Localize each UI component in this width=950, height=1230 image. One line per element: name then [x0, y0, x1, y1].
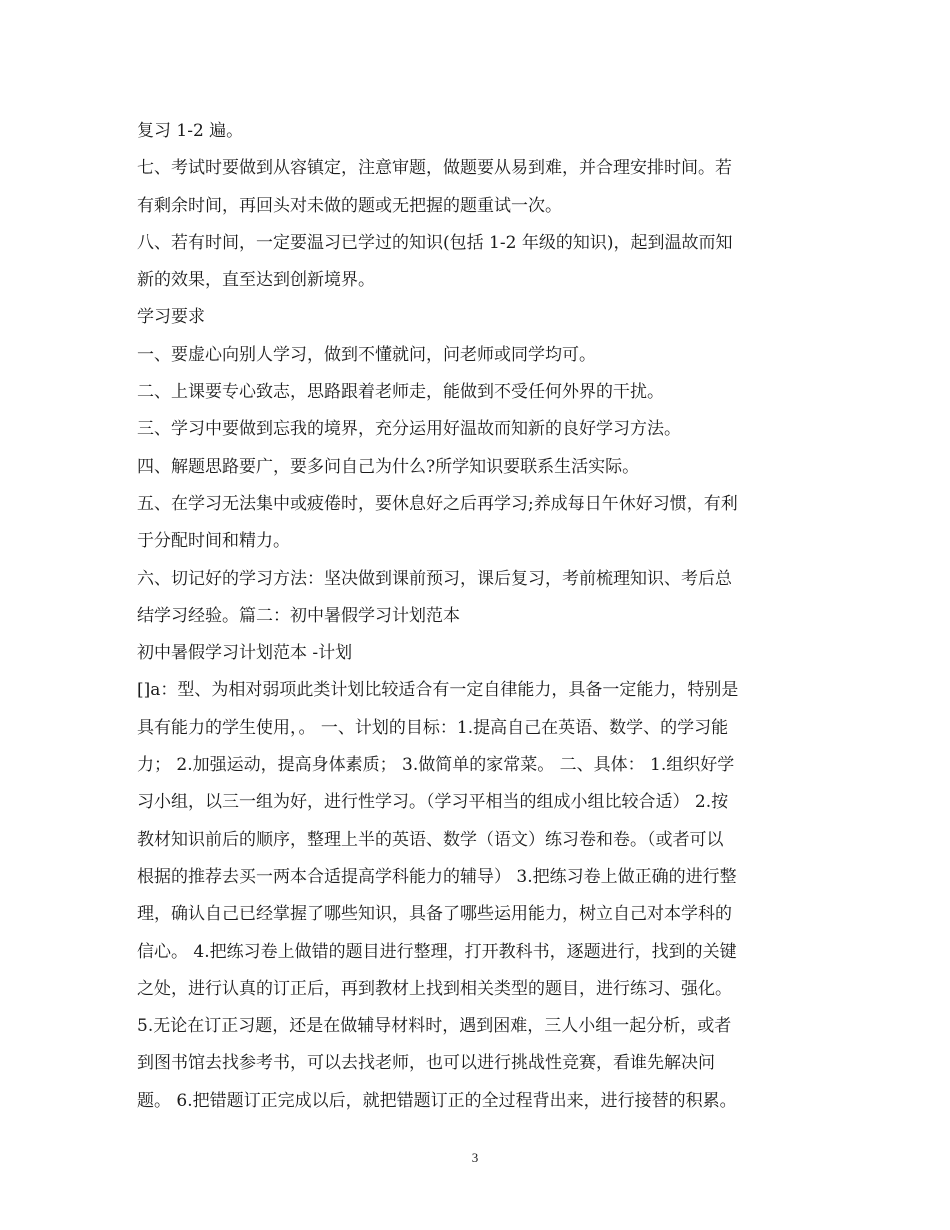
text-line: []a：型、为相对弱项此类计划比较适合有一定自律能力，具备一定能力，特别是: [137, 680, 739, 701]
text-line: 理，确认自己已经掌握了哪些知识，具备了哪些运用能力，树立自己对本学科的: [137, 904, 732, 925]
body-text: [137, 113, 817, 1120]
text-line: 于分配时间和精力。: [137, 531, 290, 552]
text-line: 八、若有时间，一定要温习已学过的知识(包括 1-2 年级的知识)，起到温故而知: [137, 232, 733, 253]
text-line: 信心。 4.把练习卷上做错的题目进行整理，打开教科书，逐题进行，找到的关键: [137, 941, 737, 962]
text-line: 四、解题思路要广，要多问自己为什么?所学知识要联系生活实际。: [137, 456, 640, 477]
text-line: 有剩余时间，再回头对未做的题或无把握的题重试一次。: [137, 195, 562, 216]
text-line: 五、在学习无法集中或疲倦时，要休息好之后再学习;养成每日午休好习惯，有利: [137, 493, 738, 514]
text-line: 六、切记好的学习方法：坚决做到课前预习，课后复习，考前梳理知识、考后总: [137, 568, 732, 589]
section-heading: 初中暑假学习计划范本 -计划: [137, 643, 353, 664]
text-line: 二、上课要专心致志，思路跟着老师走，能做到不受任何外界的干扰。: [137, 382, 664, 403]
text-line: 一、要虚心向别人学习，做到不懂就问，问老师或同学均可。: [137, 344, 596, 365]
text-line: 题。 6.把错题订正完成以后，就把错题订正的全过程背出来，进行接替的积累。: [137, 1090, 737, 1111]
text-line: 到图书馆去找参考书，可以去找老师，也可以进行挑战性竞赛，看谁先解决问: [137, 1053, 715, 1074]
section-heading: 学习要求: [137, 307, 205, 328]
text-line: 复习 1-2 遍。: [137, 121, 244, 141]
text-line: 三、学习中要做到忘我的境界，充分运用好温故而知新的良好学习方法。: [137, 419, 681, 440]
page-number: 3: [471, 1150, 479, 1165]
text-line: 结学习经验。篇二：初中暑假学习计划范本: [137, 605, 460, 626]
text-line: 具有能力的学生使用，。 一、计划的目标：1.提高自己在英语、数学、的学习能: [137, 717, 729, 738]
text-line: 教材知识前后的顺序，整理上半的英语、数学（语文）练习卷和卷。（或者可以: [137, 829, 724, 850]
text-line: 根据的推荐去买一两本合适提高学科能力的辅导） 3.把练习卷上做正确的进行整: [137, 866, 737, 887]
text-line: 之处，进行认真的订正后，再到教材上找到相关类型的题目，进行练习、强化。: [137, 978, 732, 999]
text-line: 习小组，以三一组为好，进行性学习。（学习平相当的组成小组比较合适） 2.按: [137, 792, 729, 813]
text-line: 七、考试时要做到从容镇定，注意审题，做题要从易到难，并合理安排时间。若: [137, 158, 732, 179]
text-line: 5.无论在订正习题，还是在做辅导材料时，遇到困难，三人小组一起分析，或者: [137, 1016, 732, 1037]
text-line: 新的效果，直至达到创新境界。: [137, 270, 375, 291]
text-line: 力； 2.加强运动，提高身体素质； 3.做简单的家常菜。 二、具体： 1.组织好学: [137, 755, 735, 776]
